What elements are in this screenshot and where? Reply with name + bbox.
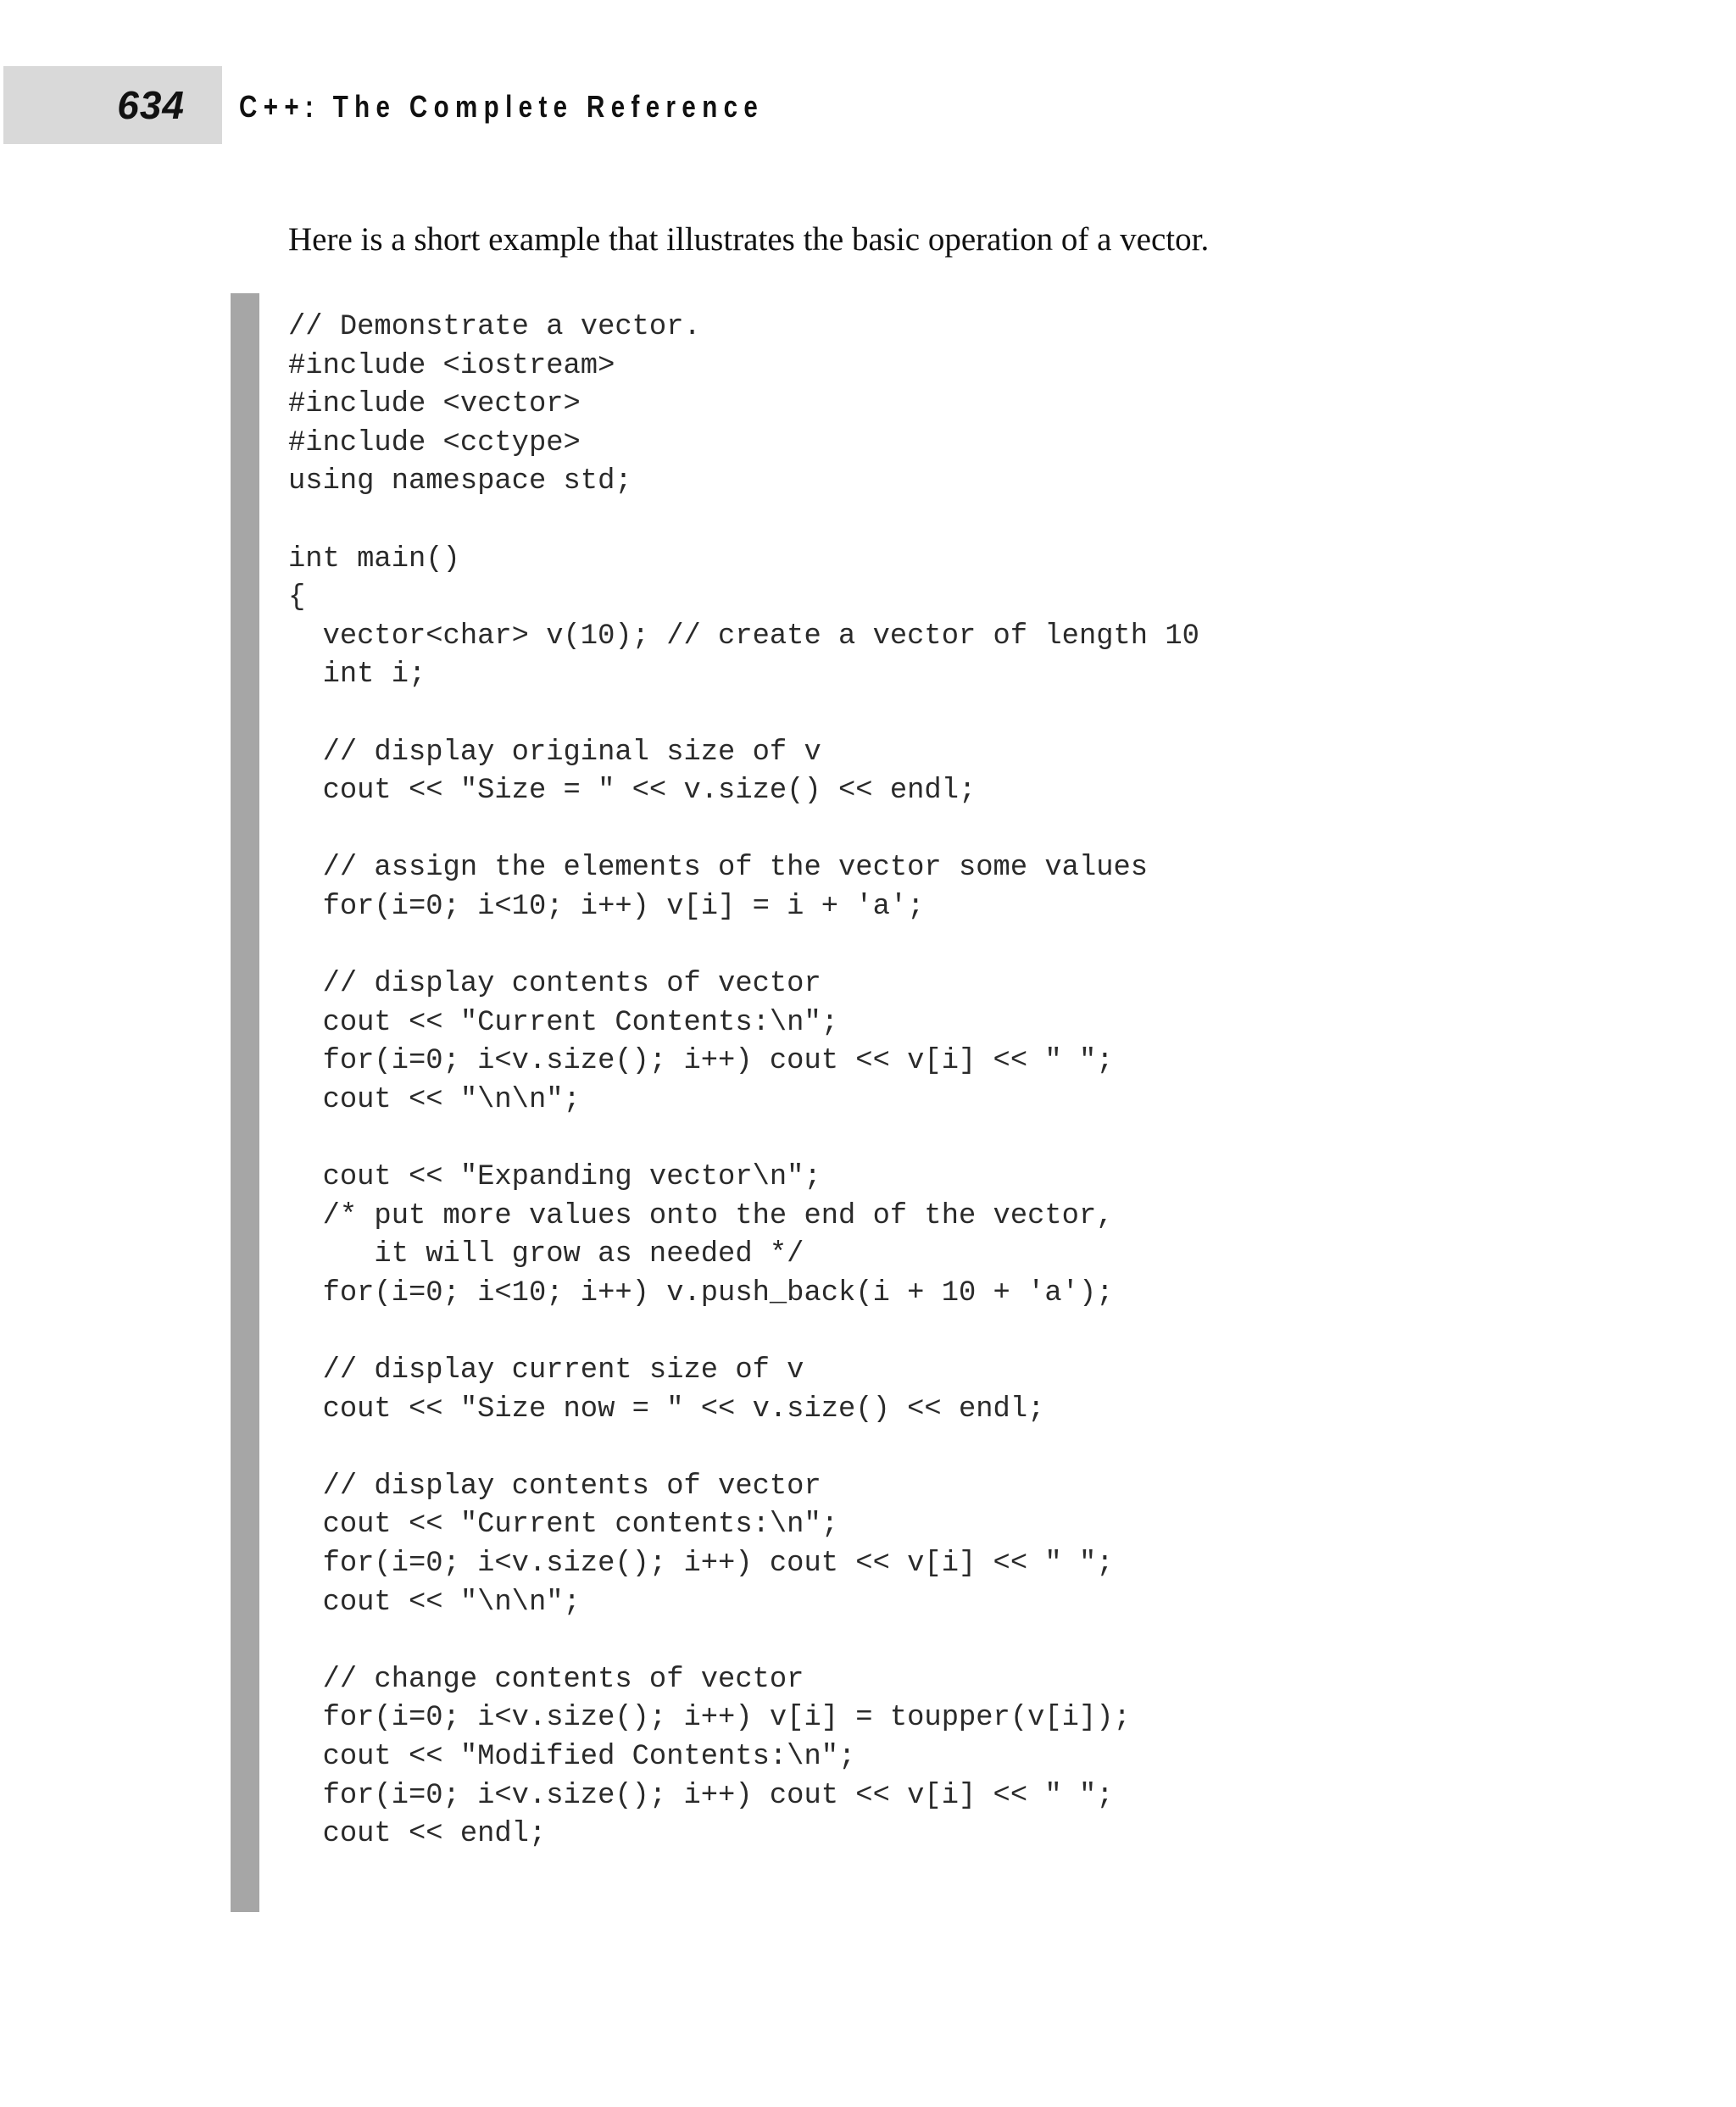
intro-paragraph: Here is a short example that illustrates the basic operation of a vector. [288,221,1210,258]
page-number-box [3,66,222,144]
code-listing-bar [231,293,259,1912]
page-number: 634 [117,83,185,127]
running-head: C++: The Complete Reference [239,89,765,124]
code-listing: // Demonstrate a vector. #include <iostream> #include <vector> #include <cctype> using namespace std; int main() { vector<char> v(10); // create a vector of length 10 int i; // display original size of v cout << "Size = " << v.size() << endl; // assign the elements of the vector some values for(i=0; i<10; i++) v[i] = i + 'a'; // display contents of vector cout << "Current Contents:\n"; for(i=0; i<v.size(); i++) cout << v[i] << " "; cout << "\n\n"; cout << "Expanding vector\n"; /* put more values onto the end of the vector, it will grow as needed */ for(i=0; i<10; i++) v.push_back(i + 10 + 'a'); // display current size of v cout << "Size now = " << v.size() << endl; // display contents of vector cout << "Current contents:\n"; for(i=0; i<v.size(); i++) cout << v[i] << " "; cout << "\n\n"; // change contents of vector for(i=0; i<v.size(); i++) v[i] = toupper(v[i]); cout << "Modified Contents:\n"; for(i=0; i<v.size(); i++) cout << v[i] << " "; cout << endl; [288,311,1199,1851]
